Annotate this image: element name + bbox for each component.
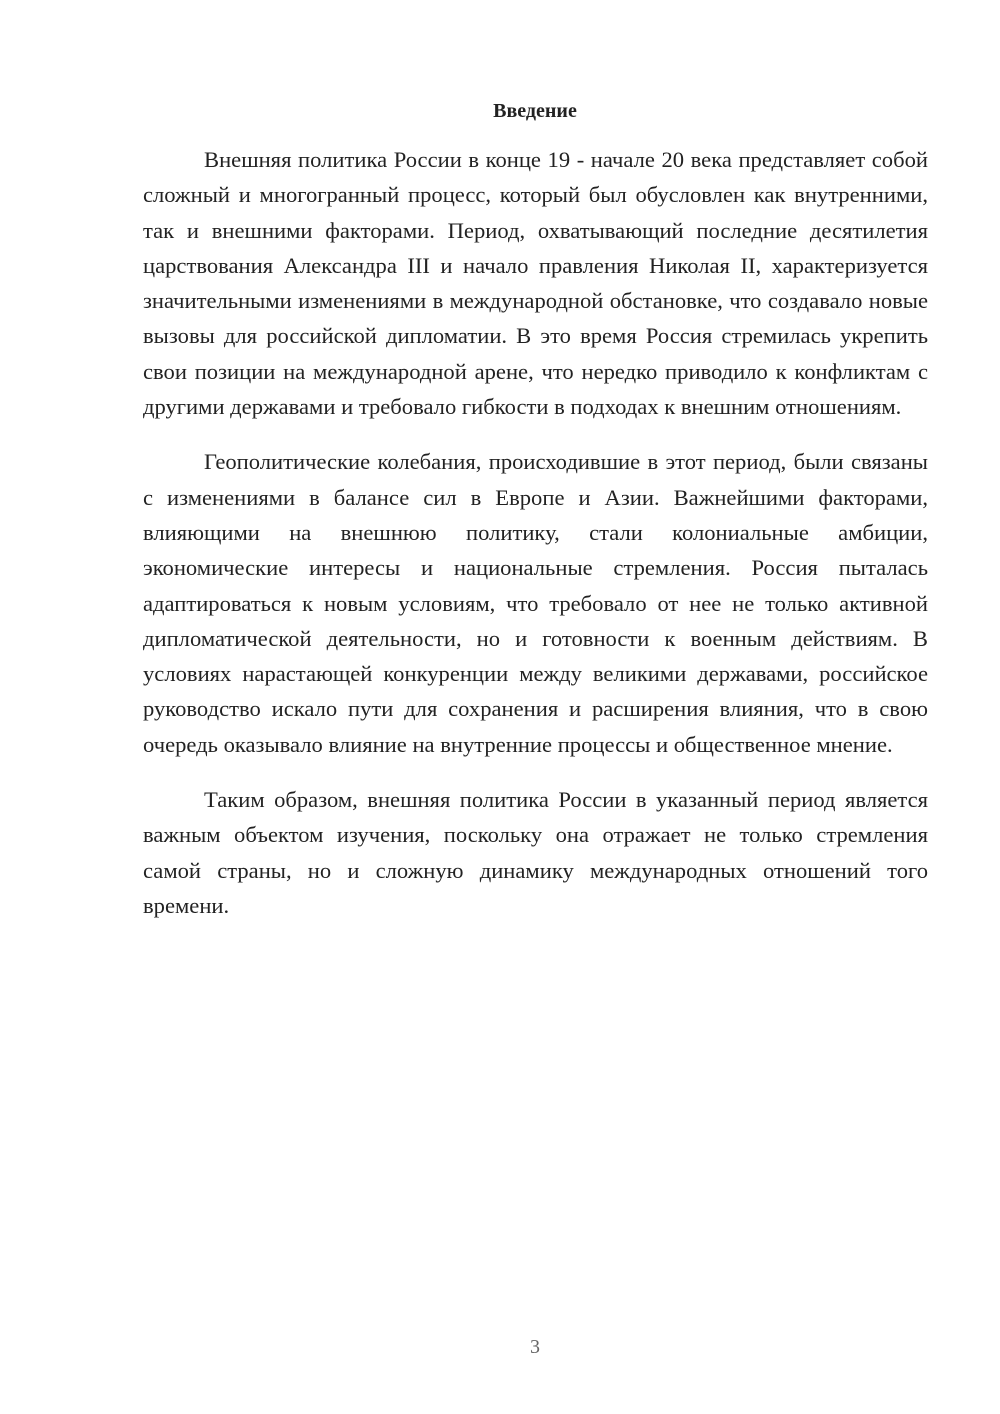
text-body [143,142,928,943]
paragraph: Геополитические колебания, происходившие в этот период, были связаны с изменениями в балансе сил в Европе и Азии. Важнейшими факторами, влияющими на внешнюю политику, стали колониальные амбиции, экономические интересы и национальные стремления. Россия пыталась адаптироваться к новым условиям, что требовало от нее не только активной дипломатической деятельности, но и готовности к военным действиям. В условиях нарастающей конкуренции между великими державами, российское руководство искало пути для сохранения и расширения влияния, что в свою очередь оказывало влияние на внутренние процессы и общественное мнение. [143,449,928,757]
paragraph: Внешняя политика России в конце 19 - начале 20 века представляет собой сложный и многогранный процесс, который был обусловлен как внутренними, так и внешними факторами. Период, охватывающий последние десятилетия царствования Александра III и начало правления Николая II, характеризуется значительными изменениями в международной обстановке, что создавало новые вызовы для российской дипломатии. В это время Россия стремилась укрепить свои позиции на международной арене, что нередко приводило к конфликтам с другими державами и требовало гибкости в подходах к внешним отношениям. [143,147,928,420]
page-number: 3 [530,1336,540,1358]
section-title: Введение [493,100,577,122]
paragraph: Таким образом, внешняя политика России в указанный период является важным объектом изучения, поскольку она отражает не только стремления самой страны, но и сложную динамику международных отношений того времени. [143,787,928,918]
